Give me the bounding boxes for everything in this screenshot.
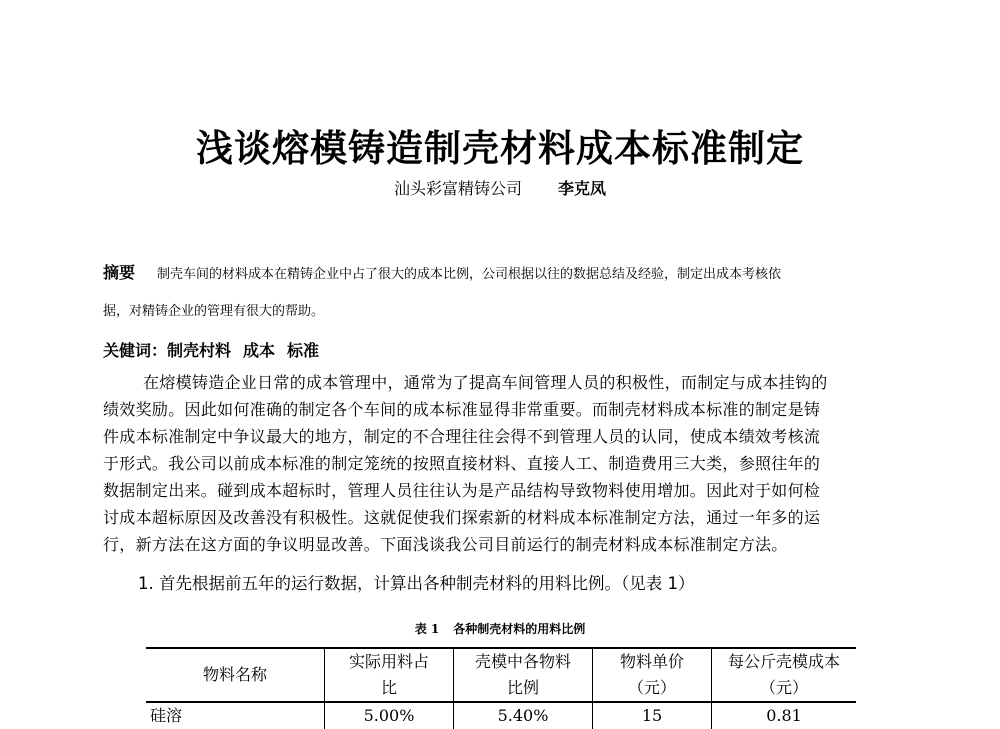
- table-cell: 5.40%: [454, 702, 593, 729]
- table-row: [146, 702, 856, 729]
- abstract-text-1: 制壳车间的材料成本在精铸企业中占了很大的成本比例，公司根据以往的数据总结及经验，制定出成本考核依: [157, 267, 782, 282]
- table-caption: [0, 620, 1000, 637]
- header-line: 实际用料占: [348, 652, 429, 671]
- abstract-line-1: [103, 260, 903, 283]
- column-header: 物料名称: [146, 648, 325, 702]
- table-caption-text: 各种制壳材料的用料比例: [453, 622, 586, 636]
- abstract-text-2: 据，对精铸企业的管理有很大的帮助。: [103, 304, 325, 319]
- table-cell: 15: [593, 702, 712, 729]
- author-line: [0, 176, 1000, 199]
- column-header: [325, 648, 454, 702]
- body-line: 讨成本超标原因及改善没有积极性。这就促使我们探索新的材料成本标准制定方法，通过一年多的运: [103, 508, 821, 527]
- column-header: [454, 648, 593, 702]
- column-header: [712, 648, 857, 702]
- header-line: 每公斤壳模成本: [727, 652, 840, 671]
- body-line: 在熔模铸造企业日常的成本管理中，通常为了提高车间管理人员的积极性，而制定与成本挂钩的: [143, 373, 828, 392]
- header-line: 比: [380, 678, 397, 697]
- body-line: 绩效奖励。因此如何准确的制定各个车间的成本标准显得非常重要。而制壳材料成本标准的制定是铸: [103, 400, 821, 419]
- header-line: 物料单价: [619, 652, 684, 671]
- table-cell: 0.81: [712, 702, 857, 729]
- column-header: [593, 648, 712, 702]
- abstract-label: 摘要: [103, 263, 136, 282]
- author-name: 李克凤: [558, 179, 607, 198]
- material-ratio-table: [146, 647, 856, 729]
- table-caption-number: 表 1: [414, 622, 440, 636]
- table-cell: 硅溶: [146, 702, 325, 729]
- table-header-row: [146, 648, 856, 702]
- keywords: [103, 338, 331, 361]
- header-line: 比例: [506, 678, 539, 697]
- table-cell: 5.00%: [325, 702, 454, 729]
- header-line: 壳模中各物料: [474, 652, 571, 671]
- header-line: （元）: [627, 678, 676, 697]
- keyword: 制壳村料: [167, 341, 232, 360]
- body-line: 件成本标准制定中争议最大的地方，制定的不合理往往会得不到管理人员的认同，使成本绩效考核流: [103, 427, 821, 446]
- affiliation: 汕头彩富精铸公司: [393, 179, 522, 198]
- step-1: 1. 首先根据前五年的运行数据，计算出各种制壳材料的用料比例。（见表 1）: [138, 574, 695, 593]
- keywords-label: 关健词：: [103, 341, 168, 360]
- header-line: （元）: [759, 678, 808, 697]
- body-line: 行，新方法在这方面的争议明显改善。下面浅谈我公司目前运行的制壳材料成本标准制定方法。: [103, 535, 788, 554]
- abstract-line-2: [103, 300, 903, 319]
- paper-title: 浅谈熔模铸造制壳材料成本标准制定: [196, 127, 804, 170]
- keyword: 标准: [287, 341, 320, 360]
- body-line: 数据制定出来。碰到成本超标时，管理人员往往认为是产品结构导致物料使用增加。因此对于如何检: [103, 481, 821, 500]
- keyword: 成本: [243, 341, 276, 360]
- body-line: 于形式。我公司以前成本标准的制定笼统的按照直接材料、直接人工、制造费用三大类，参照往年的: [103, 454, 821, 473]
